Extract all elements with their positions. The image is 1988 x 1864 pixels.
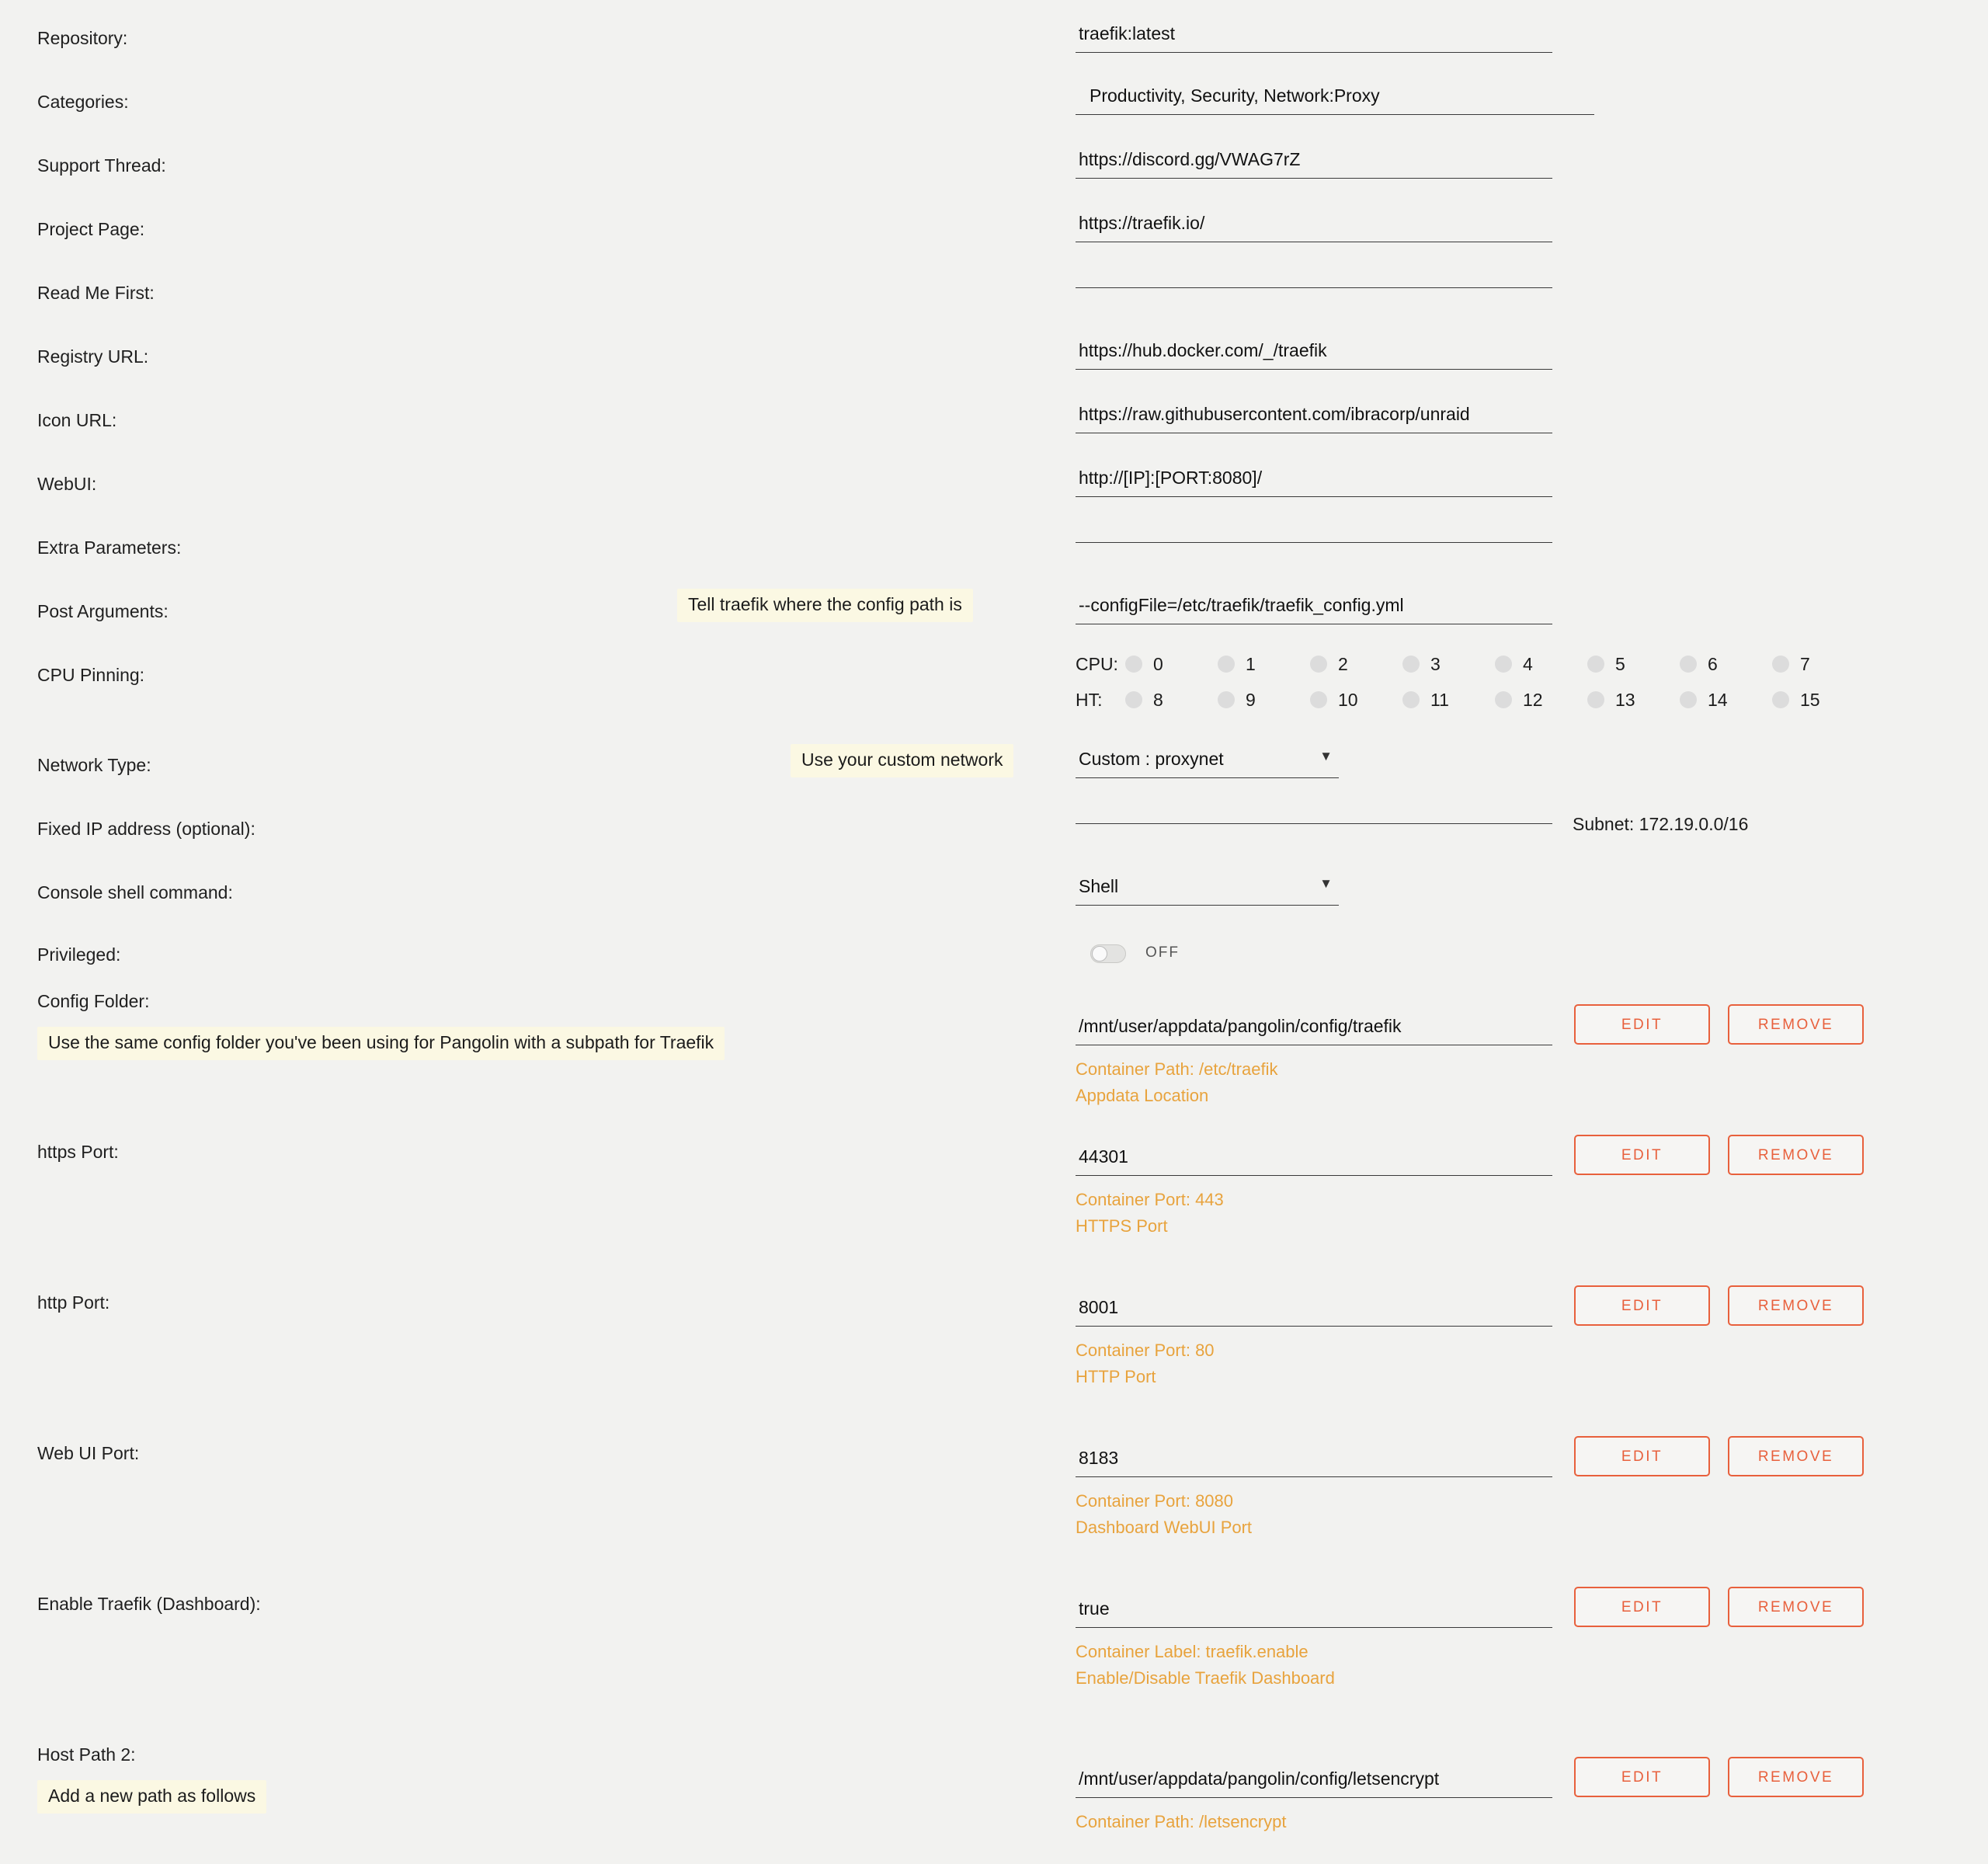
remove-button-webui-port[interactable]: REMOVE (1728, 1436, 1864, 1476)
ht-core-label: 8 (1153, 689, 1163, 710)
edit-button-webui-port[interactable]: EDIT (1574, 1436, 1710, 1476)
cpu-core-label: 4 (1523, 653, 1533, 674)
toggle-privileged-state: OFF (1145, 944, 1180, 961)
edit-button-host-path-2[interactable]: EDIT (1574, 1757, 1710, 1797)
cpu-core-6[interactable] (1680, 654, 1772, 675)
remove-button-http-port[interactable]: REMOVE (1728, 1285, 1864, 1326)
cpu-core-0[interactable] (1125, 654, 1218, 675)
label-post-arguments: Post Arguments: (37, 601, 169, 621)
hint-line-2: HTTP Port (1076, 1367, 1156, 1386)
ht-core-label: 10 (1338, 689, 1358, 710)
input-icon-url[interactable]: https://raw.githubusercontent.com/ibracorp/unraid (1076, 401, 1552, 433)
ht-core-14[interactable] (1680, 690, 1772, 711)
toggle-knob (1092, 946, 1107, 962)
radio-icon[interactable] (1587, 691, 1604, 708)
label-webui: WebUI: (37, 474, 97, 494)
radio-icon[interactable] (1218, 691, 1235, 708)
cpu-core-label: 1 (1246, 653, 1256, 674)
cpu-core-4[interactable] (1495, 654, 1587, 675)
hint-line-1: Container Path: /letsencrypt (1076, 1812, 1287, 1831)
edit-button-enable-dashboard[interactable]: EDIT (1574, 1587, 1710, 1627)
select-network-type-value: Custom : proxynet (1079, 749, 1224, 769)
chevron-down-icon[interactable]: ▼ (1319, 749, 1333, 763)
input-http-port[interactable]: 8001 (1076, 1294, 1552, 1327)
hint-http-port (1076, 1337, 1215, 1390)
select-console-shell-value: Shell (1079, 876, 1119, 896)
remove-button-enable-dashboard[interactable]: REMOVE (1728, 1587, 1864, 1627)
ht-core-11[interactable] (1402, 690, 1495, 711)
ht-core-label: 11 (1430, 689, 1449, 710)
cpu-core-3[interactable] (1402, 654, 1495, 675)
radio-icon[interactable] (1680, 691, 1697, 708)
ht-core-label: 12 (1523, 689, 1543, 710)
radio-icon[interactable] (1310, 691, 1327, 708)
hint-line-1: Container Port: 8080 (1076, 1491, 1234, 1511)
input-webui-port[interactable]: 8183 (1076, 1445, 1552, 1477)
input-post-arguments[interactable]: --configFile=/etc/traefik/traefik_config.yml (1076, 592, 1552, 624)
hint-line-1: Container Port: 443 (1076, 1190, 1224, 1209)
input-categories[interactable]: Productivity, Security, Network:Proxy (1076, 82, 1594, 115)
input-support-thread[interactable]: https://discord.gg/VWAG7rZ (1076, 146, 1552, 179)
label-webui-port: Web UI Port: (37, 1443, 140, 1463)
input-webui[interactable]: http://[IP]:[PORT:8080]/ (1076, 464, 1552, 497)
ht-row-label: HT: (1076, 689, 1103, 710)
cpu-pinning-grid (1076, 646, 1865, 718)
radio-icon[interactable] (1495, 656, 1512, 673)
ht-core-label: 15 (1800, 689, 1820, 710)
label-http-port: http Port: (37, 1292, 110, 1313)
input-read-me-first[interactable] (1076, 276, 1552, 288)
remove-button-https-port[interactable]: REMOVE (1728, 1135, 1864, 1175)
hint-line-1: Container Path: /etc/traefik (1076, 1059, 1278, 1079)
hint-enable-dashboard (1076, 1639, 1335, 1692)
label-console-shell: Console shell command: (37, 882, 233, 902)
cpu-core-7[interactable] (1772, 654, 1865, 675)
annotation-host-path-2: Add a new path as follows (37, 1780, 266, 1814)
remove-button-config-folder[interactable]: REMOVE (1728, 1004, 1864, 1045)
radio-icon[interactable] (1587, 656, 1604, 673)
ht-core-label: 13 (1615, 689, 1635, 710)
hint-line-1: Container Port: 80 (1076, 1341, 1215, 1360)
label-privileged: Privileged: (37, 944, 121, 965)
input-project-page[interactable]: https://traefik.io/ (1076, 210, 1552, 242)
radio-icon[interactable] (1310, 656, 1327, 673)
cpu-core-label: 7 (1800, 653, 1810, 674)
radio-icon[interactable] (1402, 656, 1420, 673)
select-network-type[interactable] (1076, 746, 1339, 778)
ht-core-12[interactable] (1495, 690, 1587, 711)
label-read-me-first: Read Me First: (37, 283, 155, 303)
hint-line-2: Dashboard WebUI Port (1076, 1518, 1253, 1537)
hint-line-2: Enable/Disable Traefik Dashboard (1076, 1668, 1335, 1688)
radio-icon[interactable] (1772, 691, 1789, 708)
label-registry-url: Registry URL: (37, 346, 149, 367)
input-config-folder[interactable]: /mnt/user/appdata/pangolin/config/traefik (1076, 1013, 1552, 1045)
ht-core-10[interactable] (1310, 690, 1402, 711)
hint-config-folder (1076, 1056, 1277, 1109)
ht-core-9[interactable] (1218, 690, 1310, 711)
hint-line-1: Container Label: traefik.enable (1076, 1642, 1309, 1661)
edit-button-https-port[interactable]: EDIT (1574, 1135, 1710, 1175)
annotation-config-folder: Use the same config folder you've been using for Pangolin with a subpath for Traefik (37, 1027, 725, 1060)
cpu-row-label: CPU: (1076, 653, 1118, 674)
label-cpu-pinning: CPU Pinning: (37, 665, 145, 685)
ht-row (1076, 682, 1865, 718)
label-repository: Repository: (37, 28, 128, 48)
cpu-core-label: 6 (1708, 653, 1718, 674)
input-registry-url[interactable]: https://hub.docker.com/_/traefik (1076, 337, 1552, 370)
toggle-privileged[interactable] (1090, 944, 1126, 963)
annotation-network-type: Use your custom network (791, 744, 1013, 777)
chevron-down-icon[interactable]: ▼ (1319, 876, 1333, 891)
ht-core-8[interactable] (1125, 690, 1218, 711)
radio-icon[interactable] (1218, 656, 1235, 673)
cpu-core-label: 2 (1338, 653, 1348, 674)
input-repository[interactable]: traefik:latest (1076, 20, 1552, 53)
subnet-text: Subnet: 172.19.0.0/16 (1573, 814, 1749, 834)
label-categories: Categories: (37, 92, 129, 112)
radio-icon[interactable] (1125, 656, 1142, 673)
label-support-thread: Support Thread: (37, 155, 166, 176)
radio-icon[interactable] (1125, 691, 1142, 708)
ht-core-label: 14 (1708, 689, 1728, 710)
cpu-core-5[interactable] (1587, 654, 1680, 675)
input-extra-parameters[interactable] (1076, 531, 1552, 543)
cpu-core-1[interactable] (1218, 654, 1310, 675)
radio-icon[interactable] (1495, 691, 1512, 708)
remove-button-host-path-2[interactable]: REMOVE (1728, 1757, 1864, 1797)
label-host-path-2: Host Path 2: (37, 1744, 136, 1765)
label-fixed-ip: Fixed IP address (optional): (37, 819, 255, 839)
hint-line-2: Appdata Location (1076, 1086, 1209, 1105)
label-project-page: Project Page: (37, 219, 145, 239)
input-fixed-ip[interactable] (1076, 812, 1552, 824)
cpu-core-label: 5 (1615, 653, 1625, 674)
ht-core-label: 9 (1246, 689, 1256, 710)
ht-core-13[interactable] (1587, 690, 1680, 711)
label-network-type: Network Type: (37, 755, 151, 775)
cpu-core-2[interactable] (1310, 654, 1402, 675)
annotation-post-arguments: Tell traefik where the config path is (677, 589, 973, 622)
cpu-core-label: 3 (1430, 653, 1441, 674)
ht-core-15[interactable] (1772, 690, 1865, 711)
label-config-folder: Config Folder: (37, 991, 150, 1011)
hint-line-2: HTTPS Port (1076, 1216, 1168, 1236)
cpu-core-label: 0 (1153, 653, 1163, 674)
input-https-port[interactable]: 44301 (1076, 1143, 1552, 1176)
radio-icon[interactable] (1402, 691, 1420, 708)
edit-button-config-folder[interactable]: EDIT (1574, 1004, 1710, 1045)
hint-webui-port (1076, 1488, 1252, 1541)
radio-icon[interactable] (1680, 656, 1697, 673)
hint-https-port (1076, 1187, 1224, 1240)
label-extra-parameters: Extra Parameters: (37, 537, 182, 558)
cpu-row (1076, 646, 1865, 682)
input-host-path-2[interactable]: /mnt/user/appdata/pangolin/config/letsencrypt (1076, 1765, 1552, 1798)
hint-host-path-2 (1076, 1809, 1286, 1835)
input-enable-dashboard[interactable]: true (1076, 1595, 1552, 1628)
label-enable-dashboard: Enable Traefik (Dashboard): (37, 1594, 261, 1614)
label-https-port: https Port: (37, 1142, 119, 1162)
radio-icon[interactable] (1772, 656, 1789, 673)
label-icon-url: Icon URL: (37, 410, 117, 430)
select-console-shell[interactable] (1076, 873, 1339, 906)
edit-button-http-port[interactable]: EDIT (1574, 1285, 1710, 1326)
